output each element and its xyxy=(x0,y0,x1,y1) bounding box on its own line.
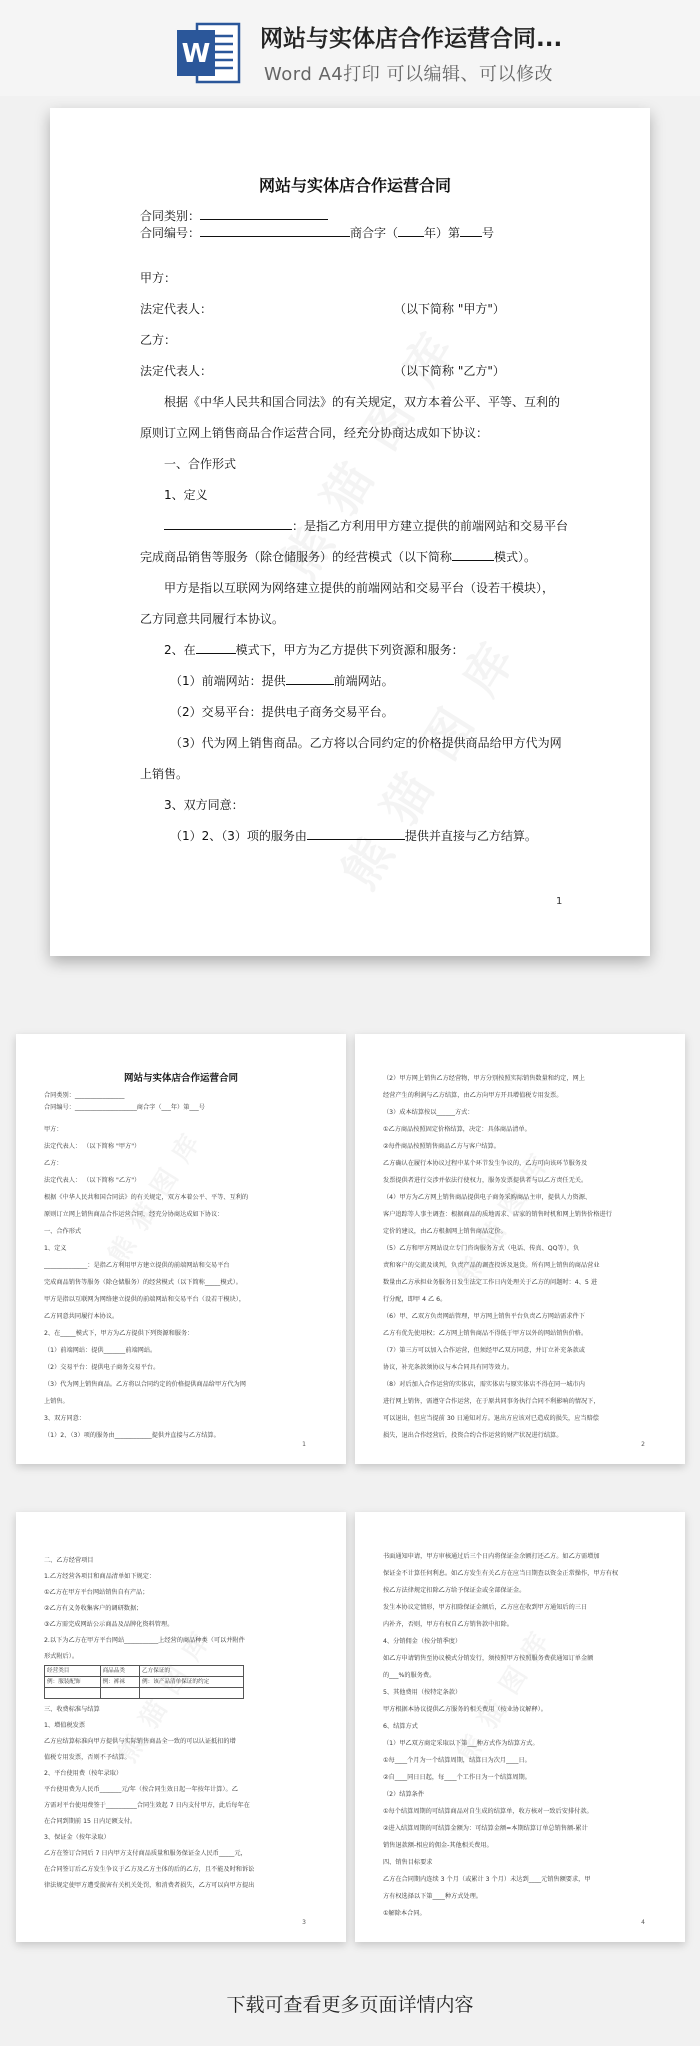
blank-line xyxy=(452,549,494,561)
thumbnail-line: 合同类别：________________ xyxy=(44,1092,125,1099)
blank-line xyxy=(196,642,236,654)
page-thumbnail-2[interactable] xyxy=(355,1034,685,1464)
thumbnail-line: 发生本协议定情形，甲方扣除保证金额后，乙方应在收到甲方通知后的三日 xyxy=(383,1604,588,1611)
thumbnail-line: ①每____个月为一个结算周期，结算日为次月____日。 xyxy=(383,1757,531,1764)
thumbnail-line: 1、增值税发票 xyxy=(44,1722,86,1729)
thumbnail-line: 合同编号：____________________商合字（___年）第___号 xyxy=(44,1104,205,1112)
thumbnail-line: 根据《中华人民共和国合同法》的有关规定，双方本着公平、平等、互利的 xyxy=(44,1194,249,1202)
document-subtitle: Word A4打印 可以编辑、可以修改 xyxy=(264,64,553,85)
thumbnail-line: ②每件商品按照销售商品乙方与客户结算。 xyxy=(383,1143,500,1150)
thumbnail-line: ①乙方在甲方平台网站销售自有产品； xyxy=(44,1589,149,1596)
thumbnail-line: 保证金不计算任何利息。如乙方发生有关乙方在应当日期查以资金正常操作，甲方有权 xyxy=(383,1570,619,1577)
contract-type-row: 合同类别： xyxy=(140,208,610,225)
blank-line xyxy=(200,225,350,237)
page-thumbnail-3[interactable] xyxy=(16,1512,346,1942)
header xyxy=(0,0,700,96)
table-cell xyxy=(45,1688,101,1699)
thumbnail-line: 责和客户的交流及谈判，负责产品的调查投诉及退货。所有网上销售的商品营业 xyxy=(383,1262,600,1269)
table-cell: 乙方保证的 xyxy=(140,1666,244,1677)
page-thumbnail-4[interactable] xyxy=(355,1512,685,1942)
page-number: 1 xyxy=(556,896,563,907)
page-number: 4 xyxy=(641,1919,645,1926)
table-cell xyxy=(100,1688,139,1699)
thumbnail-line: （7）第三方可以加入合作运营，但须经甲乙双方同意，并订立补充条款或 xyxy=(383,1347,585,1354)
definition-line-4: 乙方同意共同履行本协议。 xyxy=(140,612,285,626)
thumbnail-line: ①乙方商品按照固定价格结算，决定：具体商品清单。 xyxy=(383,1126,531,1133)
party-b: 乙方： xyxy=(140,333,177,347)
thumbnail-line: 3、保证金（按年录取） xyxy=(44,1834,110,1841)
service-item-2: （2）交易平台：提供电子商务交易平台。 xyxy=(170,705,394,719)
thumbnail-line: 行分配，即甲 4 乙 6。 xyxy=(383,1296,447,1303)
thumbnail-body xyxy=(383,1074,657,1448)
thumbnail-line: 5、其他费用（按特定条款） xyxy=(383,1689,462,1696)
table-row xyxy=(45,1688,244,1699)
thumbnail-line: 发票提供者进行交涉并依法行使权力，服务发票提供者与以乙方责任无关。 xyxy=(383,1177,588,1184)
thumbnail-line: （2）结算条件 xyxy=(383,1791,425,1798)
thumbnail-line: （8）对后加入合作运营的实体店，需实体店与原实体店不得在同一城市内 xyxy=(383,1381,585,1388)
table-cell xyxy=(140,1688,244,1699)
table-row xyxy=(45,1677,244,1688)
section-1-1: 1、定义 xyxy=(164,488,208,502)
thumbnail-line: 乙方确认在履行本协议过程中某个环节发生争议的，乙方可向该环节服务及 xyxy=(383,1160,588,1167)
thumbnail-line: （6）甲、乙双方负责网站管理，甲方网上销售平台负责乙方网站需求件下 xyxy=(383,1313,585,1320)
contract-no-row: 合同编号： 商合字（ 年）第 号 xyxy=(140,226,495,240)
section-1-2: 2、在 模式下，甲方为乙方提供下列资源和服务： xyxy=(164,643,464,657)
document-title: 网站与实体店合作运营合同... xyxy=(260,26,563,52)
intro-line-1: 根据《中华人民共和国合同法》的有关规定，双方本着公平、平等、互利的 xyxy=(164,395,561,409)
thumbnail-line: 方有权选择以下第____种方式处理。 xyxy=(383,1893,482,1900)
service-item-3: （3）代为网上销售商品。乙方将以合同约定的价格提供商品给甲方代为网 xyxy=(170,736,562,750)
thumbnail-line: 甲方： xyxy=(44,1126,63,1134)
thumbnail-body xyxy=(44,1556,318,1897)
thumbnail-line: 法定代表人： （以下简称 "乙方"） xyxy=(44,1177,141,1185)
thumbnail-line: 数量由乙方承担业务服务日发生法定工作日内处理关于乙方的问题时：4、5 进 xyxy=(383,1279,598,1286)
service-item-3-cont: 上销售。 xyxy=(140,767,189,781)
thumbnail-line: （2）交易平台：提供电子商务交易平台。 xyxy=(44,1364,160,1372)
thumbnail-line: 甲方根据本协议提供乙方服务的相关费用（按业协议解释）。 xyxy=(383,1706,547,1713)
thumbnail-line: 四、销售目标要求 xyxy=(383,1859,433,1866)
thumbnail-line: ______________：是指乙方利用甲方建立提供的前端网站和交易平台 xyxy=(44,1262,230,1270)
thumbnail-line: 2.以下为乙方在甲方平台网站___________上经营的商品种类（可以并附件 xyxy=(44,1637,245,1644)
thumbnail-line: 乙方有优先使用权；乙方网上销售商品不得低于甲方以外的网站销售价格。 xyxy=(383,1330,588,1337)
thumbnail-line: ③乙方需完成网站公示商品及品牌化资料管理。 xyxy=(44,1621,174,1628)
thumbnail-line: （2）甲方网上销售乙方经营物，甲方分别按照实际销售数量和约定，网上 xyxy=(383,1075,585,1082)
page-preview-large[interactable] xyxy=(50,108,650,956)
document-body xyxy=(140,178,610,859)
blank-line xyxy=(398,225,424,237)
thumbnail-line: 书面通知申请，甲方审核通过后三个日内将保证金余额打还乙方。如乙方需增加 xyxy=(383,1553,600,1560)
thumbnail-line: （1）前端网站：提供_______前端网站。 xyxy=(44,1347,157,1355)
thumbnail-line: 2、平台使用费（按年录取） xyxy=(44,1770,123,1777)
thumbnail-line: 协议，补充条款须协议与本合同具有同等效力。 xyxy=(383,1364,513,1371)
thumbnail-line: ②乙方有义务收集客户的调研数据； xyxy=(44,1605,143,1612)
thumbnail-line: （5）乙方和甲方网站设立专门咨询服务方式（电话、传真、QQ等），负 xyxy=(383,1245,580,1252)
thumbnail-line: ②进入结算周期的可结算金额为：可结算金额=本期结算订单总销售额-累计 xyxy=(383,1825,588,1832)
service-item-1: （1）前端网站：提供 前端网站。 xyxy=(170,674,394,688)
category-table xyxy=(44,1665,244,1699)
intro-line-2: 原则订立网上销售商品合作运营合同，经充分协商达成如下协议： xyxy=(140,426,489,440)
thumbnail-line xyxy=(44,1116,318,1122)
blank-line xyxy=(164,518,292,530)
thumbnail-line: 值税专用发票，否则不予结算。 xyxy=(44,1754,131,1761)
page-thumbnail-1[interactable] xyxy=(16,1034,346,1464)
page-number: 2 xyxy=(641,1441,645,1448)
word-icon xyxy=(175,20,243,86)
blank-line xyxy=(200,208,328,220)
thumbnail-line: 方需对平台使用费签于__________合同生效起 7 日内支付甲方，此后每年在 xyxy=(44,1802,250,1809)
thumbnail-line: 形式附后）。 xyxy=(44,1653,79,1660)
thumbnail-line: （3）代为网上销售商品。乙方将以合同约定的价格提供商品给甲方代为网 xyxy=(44,1381,246,1389)
thumbnail-line: 损失，退出合作经营后，投资合约合作运营的财产状况进行结算。 xyxy=(383,1432,563,1439)
thumbnail-line: 律法规定使甲方遭受损害有关机关处罚，和消费者损失，乙方可以向甲方提出 xyxy=(44,1882,255,1889)
download-more-link[interactable]: 下载可查看更多页面详情内容 xyxy=(226,1994,474,2016)
thumbnail-line: 平台使用费为人民币_______元/年（按合同生效日起一年按年计算）。乙 xyxy=(44,1786,238,1793)
thumbnail-line: 三、收费标准与结算 xyxy=(44,1706,100,1713)
thumbnail-title: 网站与实体店合作运营合同 xyxy=(123,1073,238,1084)
thumbnail-line: 经营产生的利润与乙方结算，由乙方向甲方开具增值税专用发票。 xyxy=(383,1092,563,1099)
section-1-3: 3、双方同意： xyxy=(164,798,244,812)
blank-line xyxy=(307,828,405,840)
thumbnail-line: 1、定义 xyxy=(44,1245,67,1253)
thumbnail-line: 3、双方同意： xyxy=(44,1415,86,1423)
thumbnail-line: 二、乙方经营项目 xyxy=(44,1557,94,1564)
thumbnail-line: 乙方在签订合同后 7 日内甲方支付商品质量和服务保证金人民币_____元， xyxy=(44,1850,247,1857)
thumbnail-line: ②自____同日日起，每____个工作日为一个结算周期。 xyxy=(383,1774,531,1781)
thumbnail-line: 在合同签订后乙方发生争议于乙方及乙方主体的后的乙方，且不能及时和诉讼 xyxy=(44,1866,255,1873)
thumbnail-line: ①解除本合同。 xyxy=(383,1910,426,1917)
page-number: 1 xyxy=(302,1441,306,1448)
section-1-heading: 一、合作形式 xyxy=(164,457,237,471)
thumbnail-line: （1）甲乙双方商定采取以下第___种方式作为结算方式。 xyxy=(383,1740,539,1747)
thumbnail-line: 原则订立网上销售商品合作运营合同，经充分协商达成如下协议： xyxy=(44,1211,224,1219)
thumbnail-line: 如乙方申请销售至协议模式分销发行，须按照甲方按照服务费获通知订单金额 xyxy=(383,1655,594,1662)
table-cell: 例：该产品清单保证的约定 xyxy=(140,1677,244,1688)
thumbnail-line: 乙方在合同期内连续 3 个月（或累计 3 个月）未达到____元销售额要求，甲 xyxy=(383,1876,591,1883)
thumbnail-line: 的___%的服务费。 xyxy=(383,1672,436,1679)
thumbnail-body xyxy=(383,1552,657,1926)
thumbnail-line: 甲方是指以互联网为网络建立提供的前端网站和交易平台（设若干模块）， xyxy=(44,1296,246,1304)
thumbnail-line: （4）甲方为乙方网上销售商品提供电子商务采购商品主审，提供人力资源、 xyxy=(383,1194,592,1201)
thumbnail-line: （1）2、（3）项的服务由____________提供并直接与乙方结算。 xyxy=(44,1432,220,1440)
thumbnail-body xyxy=(44,1074,318,1448)
thumbnail-line: 销售退款额-相应的佣金-其他相关费用。 xyxy=(383,1842,493,1849)
thumbnail-line: 可以退出，但应当提前 30 日通知对方。退出方应该对已造成的损失，应当赔偿 xyxy=(383,1415,599,1422)
table-cell: 经营类目 xyxy=(45,1666,101,1677)
table-cell: 商品品类 xyxy=(100,1666,139,1677)
thumbnail-line: （3）成本结算按以______方式： xyxy=(383,1109,474,1116)
svg-text:W: W xyxy=(181,39,211,69)
thumbnail-line: 乙方同意共同履行本协议。 xyxy=(44,1313,119,1321)
thumbnail-line: 内补齐，否则，甲方有权自乙方销售款中扣除。 xyxy=(383,1621,513,1628)
definition-line-3: 甲方是指以互联网为网络建立提供的前端网站和交易平台（设若干模块）， xyxy=(164,581,555,595)
thumbnail-line: 客户追踪等人事主调查：根据商品的质地需求、店家的销售时机和网上销售价格进行 xyxy=(383,1211,612,1218)
thumbnail-line: 4、分销佣金（按分销季度） xyxy=(383,1638,462,1645)
thumbnail-line: 完成商品销售等服务（除仓储服务）的经营模式（以下简称_____模式）。 xyxy=(44,1279,242,1287)
thumbnail-line: 定价的建议，由乙方根据网上销售商品定价。 xyxy=(383,1228,507,1235)
thumbnail-line: ①每个结算周期的可结算商品对自生成的结算单，收方核对一致后安排付款。 xyxy=(383,1808,593,1815)
thumbnail-line: 上销售。 xyxy=(44,1398,69,1406)
thumbnail-line: 按乙方法律规定扣除乙方给予保证金或全部保证金。 xyxy=(383,1587,526,1594)
definition-line-1: ：是指乙方利用甲方建立提供的前端网站和交易平台 xyxy=(140,518,610,549)
thumbnail-line: 乙方： xyxy=(44,1160,63,1168)
table-row xyxy=(45,1666,244,1677)
definition-line-2: 完成商品销售等服务（除仓储服务）的经营模式（以下简称 模式）。 xyxy=(140,550,537,564)
thumbnail-line: 一、合作形式 xyxy=(44,1228,82,1236)
blank-line xyxy=(286,673,334,685)
thumbnail-line: 进行网上销售，需遵守合作运营，在于原共同事务执行合同不利影响的情况下， xyxy=(383,1398,600,1405)
thumbnail-line: 1.乙方经营各项目和商品清单如下规定： xyxy=(44,1573,156,1580)
thumbnail-line: 2、在_____模式下，甲方为乙方提供下列资源和服务： xyxy=(44,1330,194,1338)
party-a: 甲方： xyxy=(140,271,177,285)
contract-title: 网站与实体店合作运营合同 xyxy=(258,176,451,195)
table-cell: 例：裤袜 xyxy=(100,1677,139,1688)
thumbnail-line: 6、结算方式 xyxy=(383,1723,418,1730)
thumbnail-line: 乙方应结算标准向甲方提供与实际销售商品全一致的可以认证抵扣的增 xyxy=(44,1738,236,1745)
table-cell: 例：服装配饰 xyxy=(45,1677,101,1688)
page-number: 3 xyxy=(302,1919,306,1926)
legal-rep-b-row: 法定代表人： （以下简称 "乙方"） xyxy=(140,364,505,378)
legal-rep-a-row: 法定代表人： （以下简称 "甲方"） xyxy=(140,302,505,316)
blank-line xyxy=(460,225,482,237)
agreement-item-1: （1）2、（3）项的服务由 提供并直接与乙方结算。 xyxy=(170,829,537,843)
thumbnail-line: 法定代表人： （以下简称 "甲方"） xyxy=(44,1143,141,1151)
thumbnail-line: 在合同到期前 15 日内足额支付。 xyxy=(44,1818,137,1825)
